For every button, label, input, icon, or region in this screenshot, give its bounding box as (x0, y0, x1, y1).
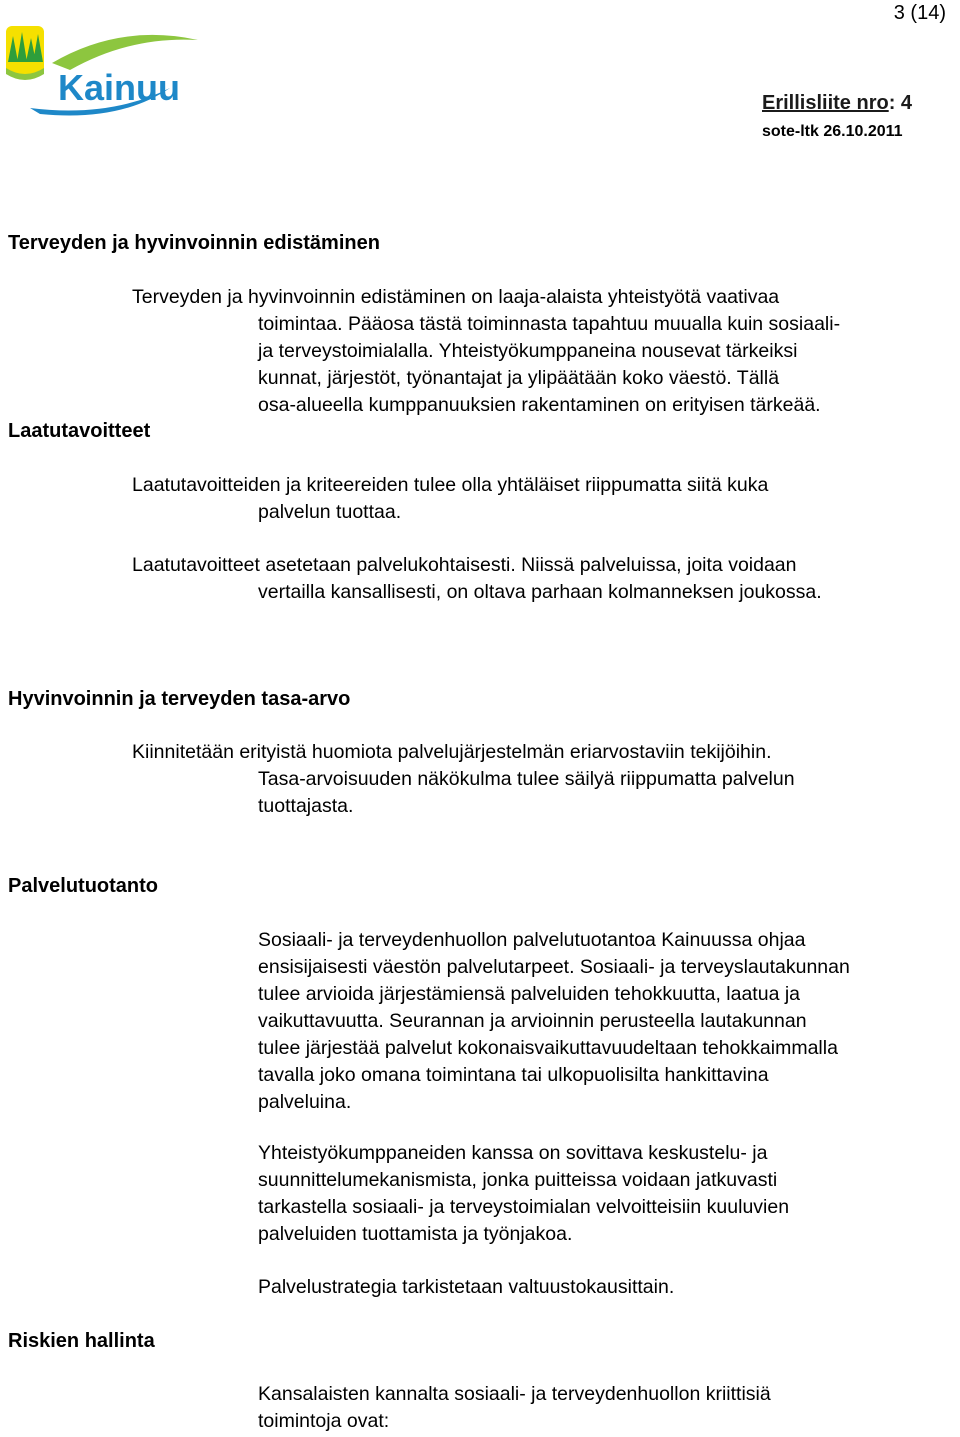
text-line: osa-alueella kumppanuuksien rakentaminen on erityisen tärkeää. (258, 394, 821, 416)
text-line: toimintaa. Pääosa tästä toiminnasta tapahtuu muualla kuin sosiaali- (258, 313, 841, 335)
text-line: Palvelustrategia tarkistetaan valtuustokausittain. (258, 1276, 675, 1298)
text-line: tulee järjestää palvelut kokonaisvaikuttavuudeltaan tehokkaimmalla (258, 1037, 838, 1059)
text-line: tuottajasta. (258, 795, 354, 817)
appendix-number: : 4 (888, 92, 913, 114)
equality-paragraph (132, 739, 795, 820)
page-number: 3 (14) (893, 2, 946, 24)
health-promotion-paragraph (132, 284, 841, 419)
service-production-paragraph-2 (258, 1140, 789, 1248)
appendix-label-text: Erillisliite nro (762, 92, 889, 114)
text-line: palveluina. (258, 1091, 352, 1113)
text-line: tavalla joko omana toimintana tai ulkopuolisilta hankittavina (258, 1064, 769, 1086)
service-production-paragraph-3 (258, 1274, 674, 1301)
quality-goals-paragraph-2 (132, 552, 822, 606)
kainuu-logo-graphic (0, 18, 210, 118)
text-line: Laatutavoitteet asetetaan palvelukohtaisesti. Niissä palveluissa, joita voidaan (132, 554, 797, 576)
section-heading-health-promotion: Terveyden ja hyvinvoinnin edistäminen (8, 232, 380, 254)
text-line: Sosiaali- ja terveydenhuollon palvelutuotantoa Kainuussa ohjaa (258, 929, 806, 951)
text-line: tulee arvioida järjestämiensä palveluiden tehokkuutta, laatua ja (258, 983, 801, 1005)
text-line: Terveyden ja hyvinvoinnin edistäminen on laaja-alaista yhteistyötä vaativaa (132, 286, 780, 308)
appendix-label (762, 90, 912, 117)
section-heading-risk-management: Riskien hallinta (8, 1330, 155, 1352)
kainuu-logo (0, 18, 210, 126)
text-line: palveluiden tuottamista ja työnjakoa. (258, 1223, 573, 1245)
quality-goals-paragraph-1 (132, 472, 769, 526)
text-line: Kiinnitetään erityistä huomiota palvelujärjestelmän eriarvostaviin tekijöihin. (132, 741, 772, 763)
service-production-paragraph-1 (258, 927, 850, 1116)
text-line: Laatutavoitteiden ja kriteereiden tulee olla yhtäläiset riippumatta siitä kuka (132, 474, 769, 496)
section-heading-equality: Hyvinvoinnin ja terveyden tasa-arvo (8, 688, 351, 710)
text-line: vaikuttavuutta. Seurannan ja arvioinnin perusteella lautakunnan (258, 1010, 807, 1032)
logo-wordmark: Kainuu (58, 67, 180, 108)
text-line: Kansalaisten kannalta sosiaali- ja terveydenhuollon kriittisiä (258, 1383, 771, 1405)
text-line: ja terveystoimialalla. Yhteistyökumppaneina nousevat tärkeiksi (258, 340, 798, 362)
text-line: Tasa-arvoisuuden näkökulma tulee säilyä riippumatta palvelun (258, 768, 795, 790)
text-line: suunnittelumekanismista, jonka puitteissa voidaan jatkuvasti (258, 1169, 778, 1191)
text-line: tarkastella sosiaali- ja terveystoimialan velvoitteisiin kuuluvien (258, 1196, 790, 1218)
text-line: vertailla kansallisesti, on oltava parhaan kolmanneksen joukossa. (258, 581, 822, 603)
text-line: palvelun tuottaa. (258, 501, 402, 523)
appendix-date: sote-ltk 26.10.2011 (762, 123, 903, 140)
section-heading-quality-goals: Laatutavoitteet (8, 420, 151, 442)
text-line: Yhteistyökumppaneiden kanssa on sovittava keskustelu- ja (258, 1142, 768, 1164)
text-line: ensisijaisesti väestön palvelutarpeet. Sosiaali- ja terveyslautakunnan (258, 956, 850, 978)
text-line: toimintoja ovat: (258, 1410, 390, 1432)
text-line: kunnat, järjestöt, työnantajat ja ylipäätään koko väestö. Tällä (258, 367, 780, 389)
section-heading-service-production: Palvelutuotanto (8, 875, 159, 897)
risk-management-paragraph (258, 1381, 771, 1435)
